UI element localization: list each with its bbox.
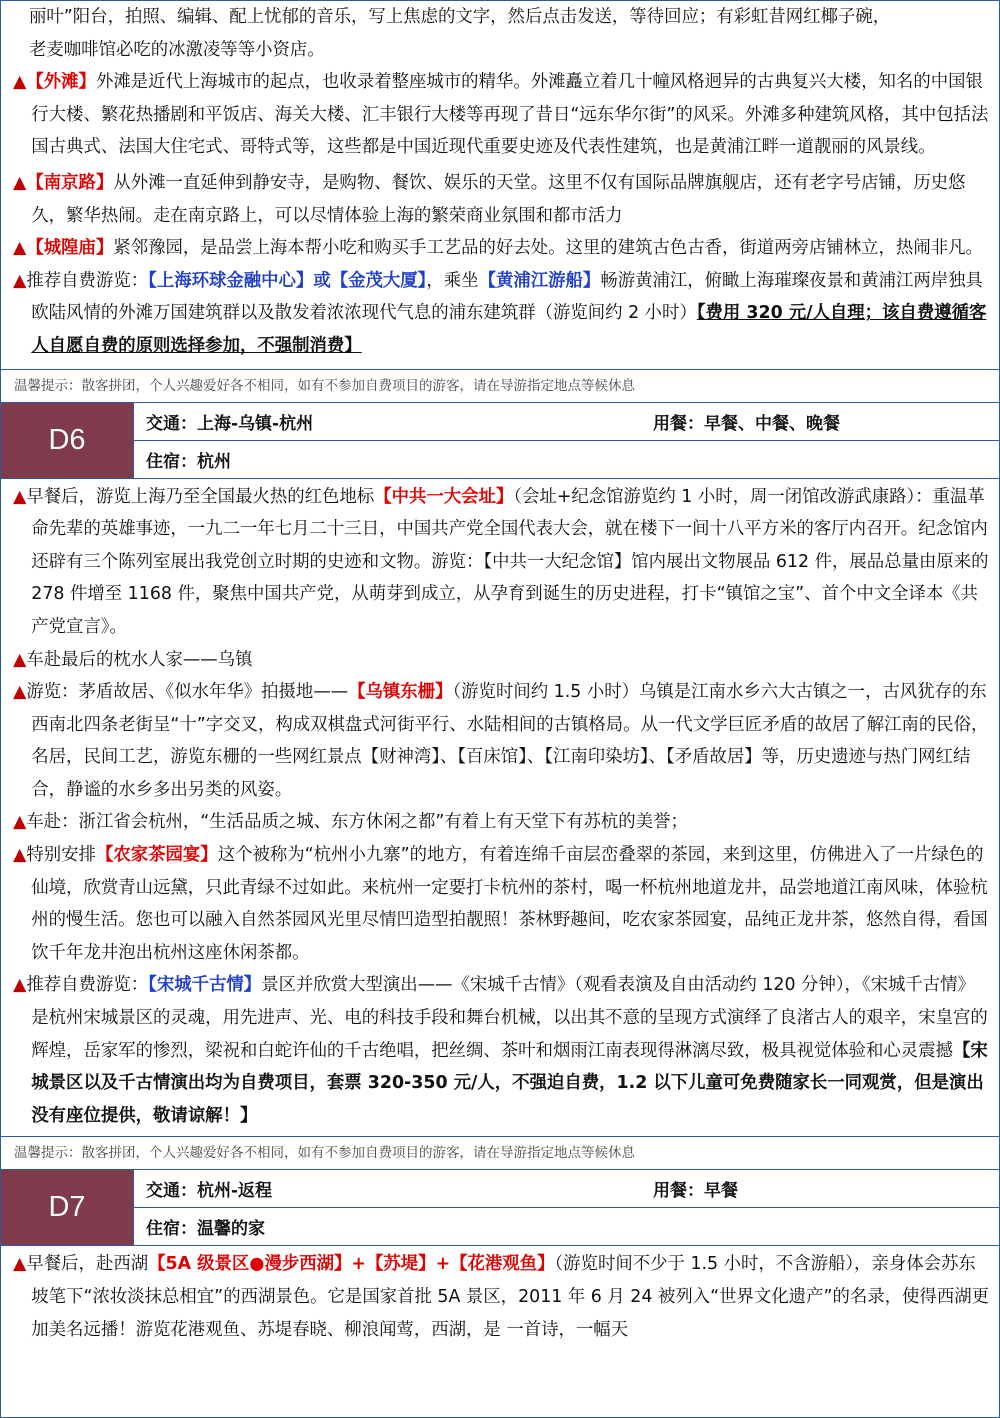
day7-transport: 交通：杭州-返程: [146, 1181, 273, 1202]
bullet-triangle-icon: ▲: [13, 649, 27, 670]
bullet-triangle-icon: ▲: [13, 1254, 27, 1275]
day7-meals: 用餐：早餐: [653, 1181, 738, 1202]
bullet-triangle-icon: ▲: [13, 172, 27, 193]
bullet-triangle-icon: ▲: [13, 72, 27, 93]
day6-header: [1, 403, 999, 479]
day7-section: [1, 1246, 999, 1346]
day7-header: [1, 1170, 999, 1246]
intro-text: 丽叶”阳台，拍照、编辑、配上忧郁的音乐，写上焦虑的文字，然后点击发送，等待回应；有彩虹昔网红椰子碗， 老麦咖啡馆必吃的冰激凌等等小资店。: [29, 7, 891, 60]
tip-note: 温馨提示：散客拼团，个人兴趣爱好各不相同，如有不参加自费项目的游客，请在导游指定地点等候休息: [1, 370, 999, 403]
day7-item-1: ▲早餐后，赴西湖【5A 级景区●漫步西湖】+【苏堤】+【花港观鱼】（游览时间不少于 1.5 小时，不含游船），亲身体会苏东坡笔下“浓妆淡抹总相宜”的西湖景色。它是国家首批 5A 景区，2011 年 6 月 24 被列入“世界文化遗产”的名录，使得西湖更加美名远播！游览花港观鱼、苏堤春晓、柳浪闻莺，西湖，是 一首诗，一幅天: [13, 1254, 989, 1340]
item-city-temple: ▲【城隍庙】紧邻豫园，是品尝上海本帮小吃和购买手工艺品的好去处。这里的建筑古色古香，街道两旁店铺林立，热闹非凡。: [13, 238, 983, 259]
day6-item-5: ▲特别安排【农家茶园宴】这个被称为“杭州小九寨”的地方，有着连绵千亩层峦叠翠的茶园，来到这里，仿佛进入了一片绿色的仙境，欣赏青山远黛，只此青绿不过如此。来杭州一定要打卡杭州的茶村，喝一杯杭州地道龙井，品尝地道江南风味，体验杭州的慢生活。您也可以融入自然茶园风光里尽情凹造型拍靓照！茶林野趣间，吃农家茶园宴，品纯正龙井茶，悠然自得，看国饮千年龙井泡出杭州这座休闲茶都。: [13, 845, 988, 963]
day6-info: [134, 403, 999, 478]
bullet-triangle-icon: ▲: [13, 812, 27, 833]
day5-section: [1, 1, 999, 370]
tower-tag: 【上海环球金融中心】或【金茂大厦】: [148, 270, 427, 291]
bullet-triangle-icon: ▲: [13, 238, 27, 259]
fee-note: 【费用 320 元/人自理；该自费遵循客人自愿自费的原则选择参加，不强制消费】: [31, 303, 987, 356]
day6-badge: D6: [1, 403, 134, 478]
day6-meals: 用餐：早餐、中餐、晚餐: [653, 413, 840, 434]
item-optional-tour: ▲推荐自费游览：【上海环球金融中心】或【金茂大厦】，乘坐【黄浦江游船】畅游黄浦江，俯瞰上海璀璨夜景和黄浦江两岸独具欧陆风情的外滩万国建筑群以及散发着浓浓现代气息的浦东建筑群（游览间约 2 小时）【费用 320 元/人自理；该自费遵循客人自愿自费的原则选择参加，不强制消费】: [13, 270, 987, 356]
day6-item-6: ▲推荐自费游览：【宋城千古情】景区并欣赏大型演出——《宋城千古情》（观看表演及自由活动约 120 分钟），《宋城千古情》是杭州宋城景区的灵魂，用先进声、光、电的科技手段和舞台机械，以出其不意的呈现方式演绎了良渚古人的艰辛，宋皇宫的辉煌，岳家军的惨烈，梁祝和白蛇许仙的千古绝唱，把丝绸、茶叶和烟雨江南表现得淋漓尽致，极具视觉体验和心灵震撼【宋城景区以及千古情演出均为自费项目，套票 320-350 元/人，不强迫自费，1.2 以下儿童可免费随家长一同观赏，但是演出没有座位提供，敬请谅解！】: [13, 975, 988, 1126]
day6-item-1: ▲早餐后，游览上海乃至全国最火热的红色地标【中共一大会址】（会址+纪念馆游览约 1 小时，周一闭馆改游武康路）：重温革命先辈的英雄事迹，一九二一年七月二十三日，中国共产党全国代表大会，就在楼下一间十八平方米的客厅内召开。纪念馆内还辟有三个陈列室展出我党创立时期的史迹和文物。游览：【中共一大纪念馆】馆内展出文物展品 612 件，展品总量由原来的 278 件增至 1168 件，聚焦中国共产党，从萌芽到成立，从孕育到诞生的历史进程，打卡“镇馆之宝”、首个中文全译本《共产党宣言》。: [13, 486, 989, 637]
day7-badge: D7: [1, 1170, 134, 1245]
bullet-triangle-icon: ▲: [13, 682, 27, 703]
city-temple-tag: 【城隍庙】: [26, 238, 114, 259]
item-nanjing-road: ▲【南京路】从外滩一直延伸到静安寺，是购物、餐饮、娱乐的天堂。这里不仅有国际品牌旗舰店，还有老字号店铺，历史悠久，繁华热闹。走在南京路上，可以尽情体验上海的繁荣商业氛围和都市活力: [13, 172, 966, 226]
day6-item-3: ▲游览：茅盾故居、《似水年华》拍摄地——【乌镇东栅】（游览时间约 1.5 小时）乌镇是江南水乡六大古镇之一，古风犹存的东西南北四条老街呈“十”字交叉，构成双棋盘式河街平行、水陆相间的古镇格局。从一代文学巨匠矛盾的故居了解江南的民俗，名居，民间工艺，游览东栅的一些网红景点【财神湾】、【百床馆】、【江南印染坊】、【矛盾故居】等，历史遗迹与热门网红结合，静谧的水乡多出另类的风姿。: [13, 682, 989, 800]
tip-note-2: 温馨提示：散客拼团，个人兴趣爱好各不相同，如有不参加自费项目的游客，请在导游指定地点等候休息: [1, 1137, 999, 1170]
day7-info: [134, 1170, 999, 1245]
bullet-triangle-icon: ▲: [13, 270, 27, 291]
day6-item-2: ▲车赴最后的枕水人家——乌镇: [13, 649, 253, 670]
day7-hotel-row: [134, 1207, 999, 1245]
day6-hotel-row: [134, 440, 999, 478]
bullet-triangle-icon: ▲: [13, 486, 27, 507]
bullet-triangle-icon: ▲: [13, 975, 27, 996]
bund-tag: 【外滩】: [26, 72, 96, 93]
cruise-tag: 【黄浦江游船】: [478, 270, 601, 291]
day6-transport-row: [134, 403, 999, 440]
nanjing-road-tag: 【南京路】: [26, 172, 114, 193]
day6-hotel: 住宿：杭州: [146, 451, 231, 472]
day6-item-4: ▲车赴：浙江省会杭州，“生活品质之城、东方休闲之都”有着上有天堂下有苏杭的美誉；: [13, 812, 688, 833]
day7-transport-row: [134, 1170, 999, 1207]
day7-hotel: 住宿：温馨的家: [146, 1219, 265, 1240]
item-bund: ▲【外滩】外滩是近代上海城市的起点，也收录着整座城市的精华。外滩矗立着几十幢风格迥异的古典复兴大楼，知名的中国银行大楼、繁花热播剧和平饭店、海关大楼、汇丰银行大楼等再现了昔日“远东华尔街”的风采。外滩多种建筑风格，其中包括法国古典式、法国大住宅式、哥特式等，这些都是中国近现代重要史迹及代表性建筑，也是黄浦江畔一道靓丽的风景线。: [13, 72, 989, 158]
day6-transport: 交通：上海-乌镇-杭州: [146, 413, 314, 434]
bullet-triangle-icon: ▲: [13, 845, 27, 866]
day6-section: [1, 479, 999, 1138]
